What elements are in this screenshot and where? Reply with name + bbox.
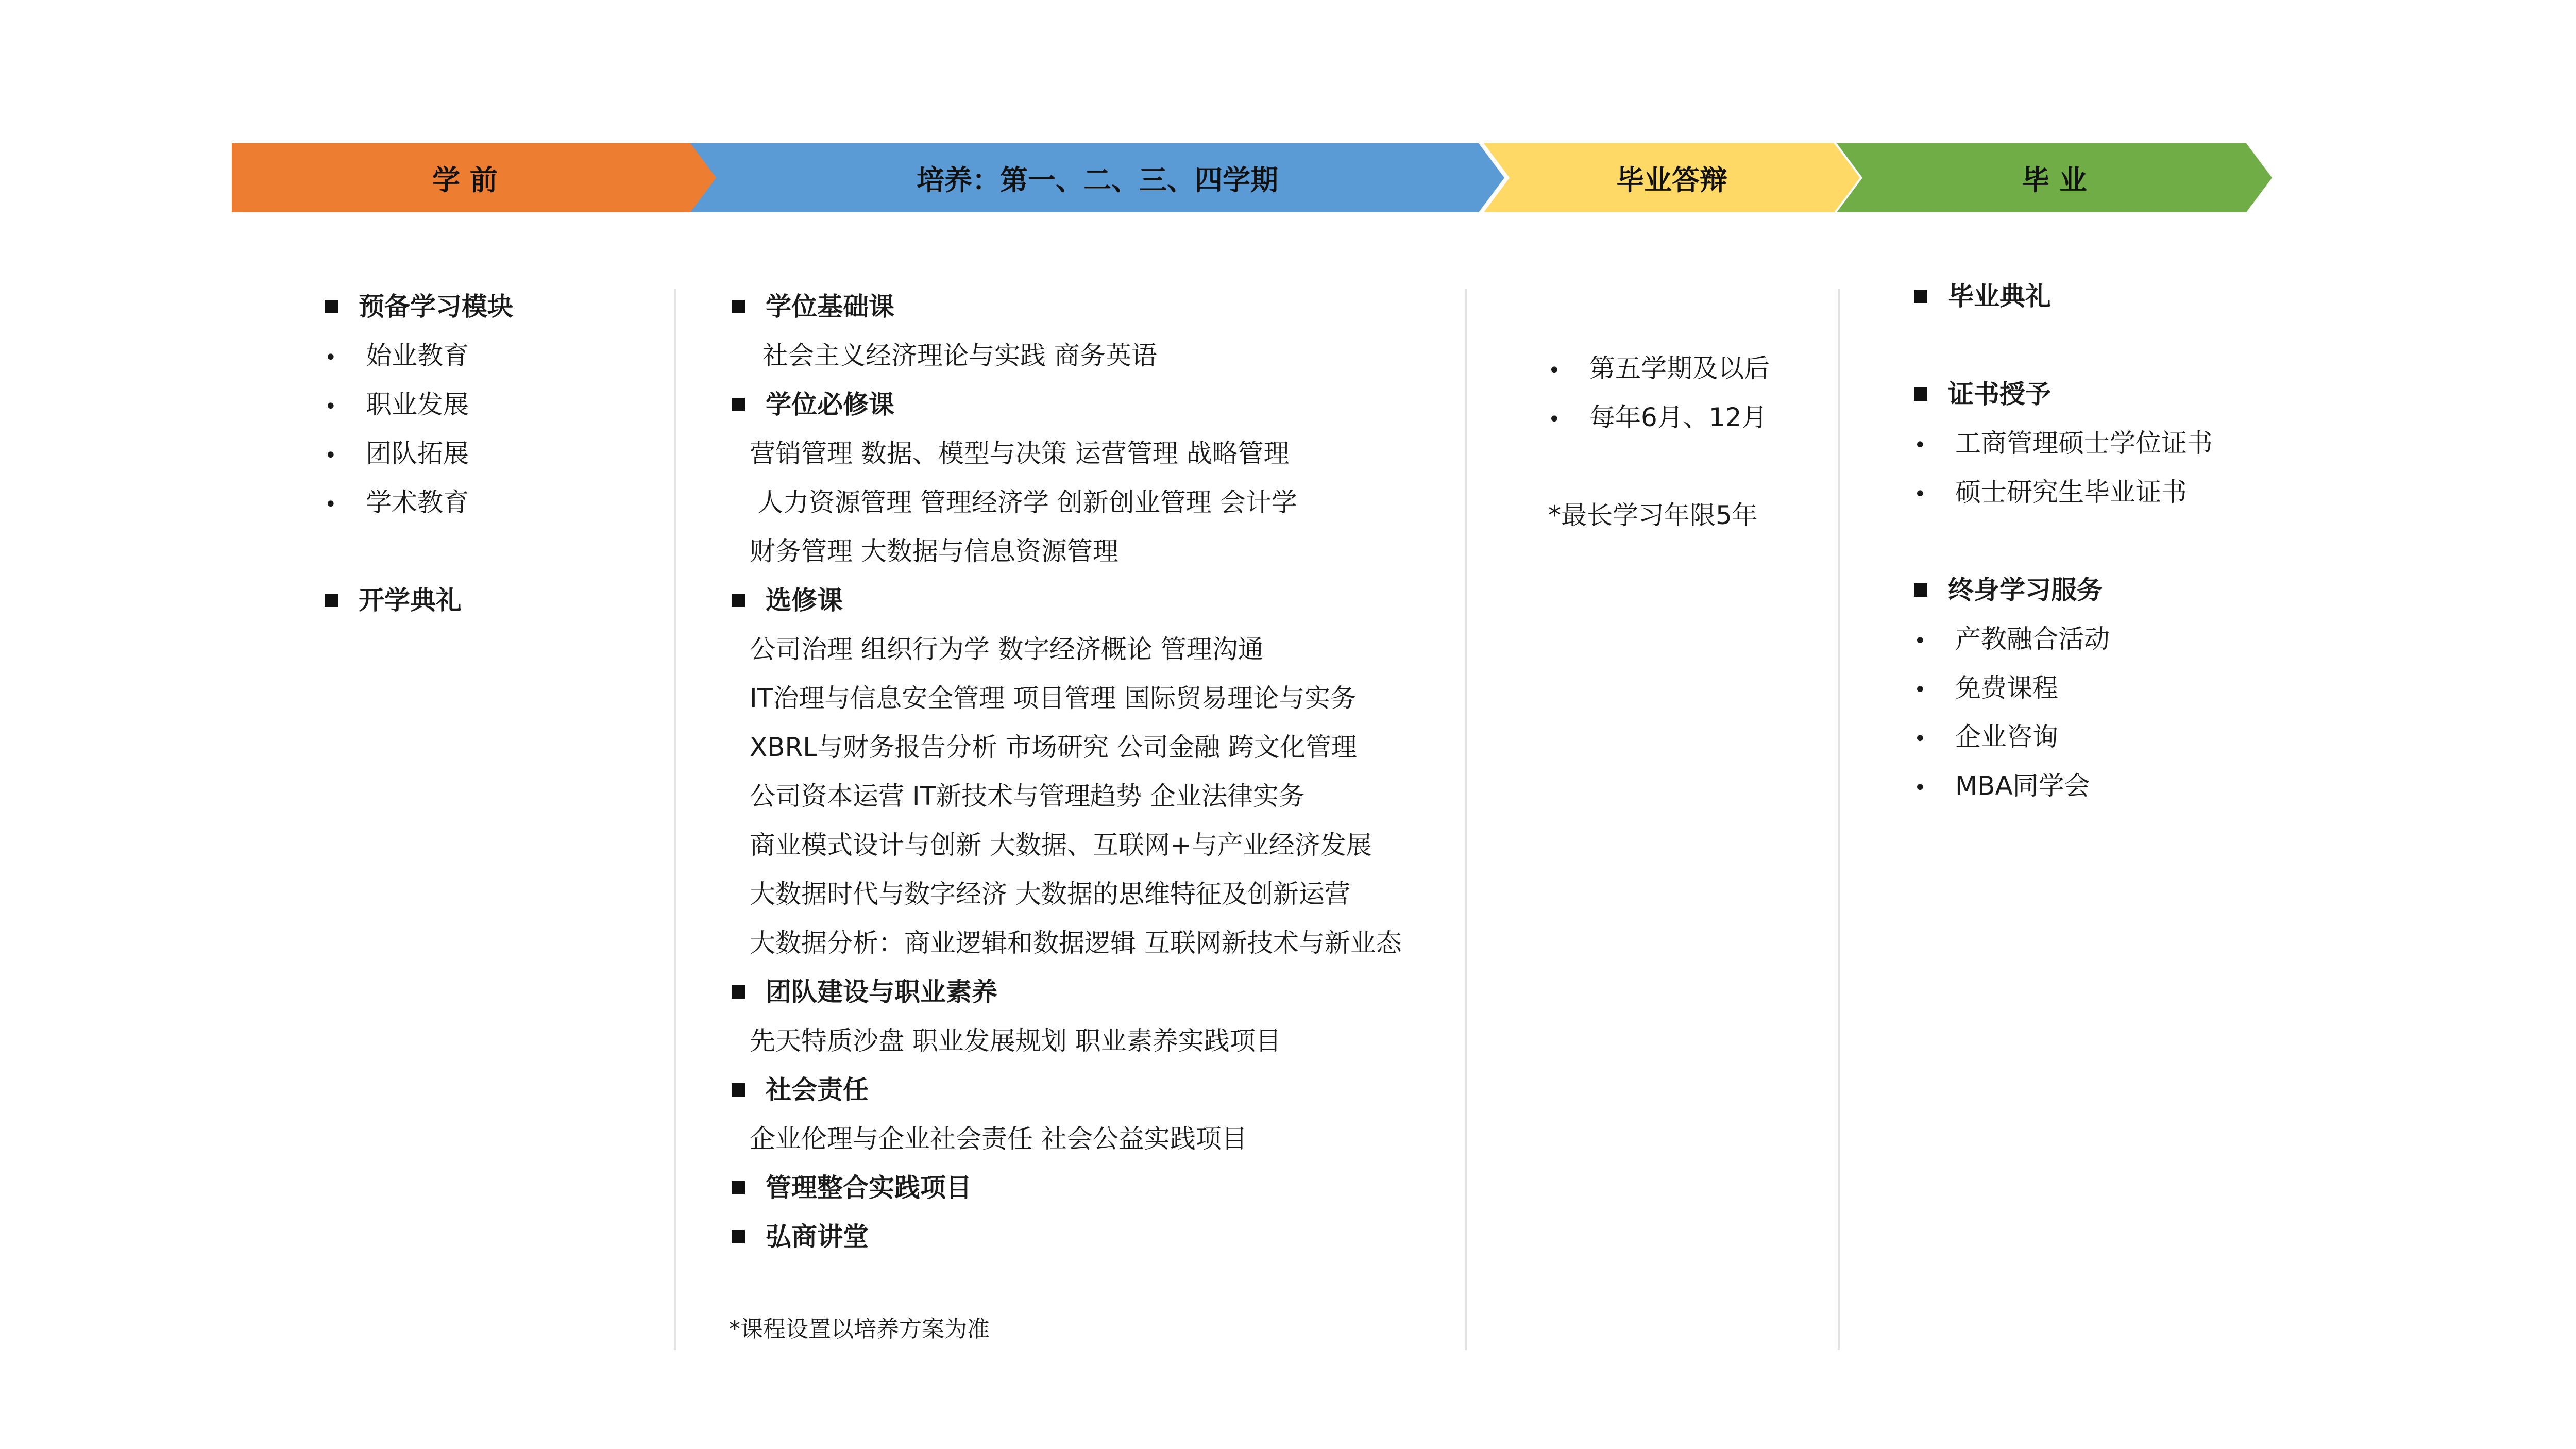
graduation-section-heading [1914, 278, 2051, 314]
square-bullet-icon [732, 1230, 745, 1243]
pre-item [325, 386, 469, 425]
phase-arrows [0, 0, 2576, 258]
opening-ceremony-title: 开学典礼 [359, 585, 462, 615]
training-note: *课程设置以培养方案为准 [729, 1316, 990, 1342]
graduation-item-label: 企业咨询 [1955, 722, 2058, 752]
square-bullet-icon [325, 300, 338, 313]
section-title: 社会责任 [766, 1075, 869, 1105]
pre-item-label: 始业教育 [366, 341, 469, 370]
course-line: 财务管理 大数据与信息资源管理 [750, 536, 1118, 566]
section-title: 弘商讲堂 [766, 1222, 869, 1252]
dot-bullet-icon: • [1548, 359, 1561, 382]
dot-bullet-icon: • [1914, 433, 1926, 457]
pre-module-title: 预备学习模块 [359, 292, 513, 322]
phase-label-defense: 毕业答辩 [1616, 164, 1727, 196]
divider-2 [1465, 289, 1467, 1350]
defense-item-label: 第五学期及以后 [1589, 353, 1770, 383]
graduation-item-label: 工商管理硕士学位证书 [1955, 428, 2213, 458]
square-bullet-icon [1914, 290, 1927, 303]
section-title: 学位基础课 [766, 292, 894, 322]
graduation-item [1914, 670, 2058, 708]
course-line: 社会主义经济理论与实践 商务英语 [762, 341, 1157, 370]
course-line: 大数据时代与数字经济 大数据的思维特征及创新运营 [750, 879, 1350, 909]
course-line: IT治理与信息安全管理 项目管理 国际贸易理论与实务 [750, 683, 1357, 713]
dot-bullet-icon: • [1914, 629, 1926, 653]
graduation-item [1914, 719, 2058, 757]
defense-note: *最长学习年限5年 [1548, 500, 1758, 530]
training-section-heading [732, 289, 894, 325]
dot-bullet-icon: • [1914, 727, 1926, 751]
pre-item [325, 484, 469, 523]
course-line: 公司治理 组织行为学 数字经济概论 管理沟通 [750, 634, 1264, 664]
course-line: 公司资本运营 IT新技术与管理趋势 企业法律实务 [750, 781, 1305, 811]
dot-bullet-icon: • [1914, 678, 1926, 702]
course-line: 先天特质沙盘 职业发展规划 职业素养实践项目 [750, 1026, 1281, 1056]
training-section-heading [732, 386, 894, 423]
dot-bullet-icon: • [325, 493, 337, 516]
square-bullet-icon [732, 1181, 745, 1194]
training-section-heading [732, 1072, 869, 1108]
course-line: 企业伦理与企业社会责任 社会公益实践项目 [750, 1124, 1247, 1154]
opening-ceremony-heading [325, 582, 462, 618]
dot-bullet-icon: • [1548, 408, 1561, 431]
square-bullet-icon [1914, 387, 1927, 401]
section-title: 证书授予 [1948, 379, 2051, 409]
phase-label-pre: 学 前 [432, 164, 498, 196]
training-section-heading [732, 582, 843, 618]
square-bullet-icon [732, 398, 745, 411]
graduation-item [1914, 768, 2090, 806]
pre-item [325, 435, 469, 474]
square-bullet-icon [732, 594, 745, 607]
square-bullet-icon [1914, 583, 1927, 597]
training-section-heading [732, 1170, 972, 1206]
graduation-section-heading [1914, 376, 2051, 412]
divider-1 [674, 289, 676, 1350]
graduation-section-heading [1914, 572, 2103, 608]
dot-bullet-icon: • [325, 395, 337, 418]
training-section-heading [732, 1219, 869, 1255]
graduation-item [1914, 474, 2187, 512]
section-title: 毕业典礼 [1948, 281, 2051, 311]
section-title: 选修课 [766, 585, 843, 615]
square-bullet-icon [732, 985, 745, 999]
dot-bullet-icon: • [325, 346, 337, 369]
section-title: 管理整合实践项目 [766, 1173, 972, 1203]
defense-item [1548, 350, 1770, 389]
phase-label-graduation: 毕 业 [2022, 164, 2087, 196]
phase-label-training: 培养：第一、二、三、四学期 [917, 164, 1278, 196]
dot-bullet-icon: • [325, 444, 337, 467]
section-title: 终身学习服务 [1948, 575, 2103, 605]
course-line: 营销管理 数据、模型与决策 运营管理 战略管理 [750, 439, 1290, 468]
defense-item [1548, 399, 1767, 437]
pre-item-label: 学术教育 [366, 487, 469, 517]
defense-item-label: 每年6月、12月 [1589, 402, 1768, 432]
square-bullet-icon [732, 1083, 745, 1097]
pre-item-label: 团队拓展 [366, 439, 469, 468]
section-title: 团队建设与职业素养 [766, 977, 997, 1007]
dot-bullet-icon: • [1914, 776, 1926, 800]
graduation-item [1914, 621, 2110, 659]
course-line: 商业模式设计与创新 大数据、互联网+与产业经济发展 [750, 830, 1372, 860]
course-line: XBRL与财务报告分析 市场研究 公司金融 跨文化管理 [750, 732, 1357, 762]
training-section-heading [732, 974, 997, 1010]
graduation-item-label: 免费课程 [1955, 673, 2058, 703]
graduation-item-label: 产教融合活动 [1955, 624, 2110, 654]
square-bullet-icon [732, 300, 745, 313]
course-line: 人力资源管理 管理经济学 创新创业管理 会计学 [757, 487, 1297, 517]
section-title: 学位必修课 [766, 390, 894, 419]
pre-item [325, 338, 469, 376]
square-bullet-icon [325, 594, 338, 607]
pre-module-heading [325, 289, 513, 325]
graduation-item-label: 硕士研究生毕业证书 [1955, 477, 2187, 507]
course-line: 大数据分析：商业逻辑和数据逻辑 互联网新技术与新业态 [750, 928, 1402, 958]
graduation-item-label: MBA同学会 [1955, 771, 2090, 801]
divider-3 [1838, 289, 1840, 1350]
graduation-item [1914, 425, 2213, 463]
dot-bullet-icon: • [1914, 482, 1926, 506]
pre-item-label: 职业发展 [366, 390, 469, 419]
